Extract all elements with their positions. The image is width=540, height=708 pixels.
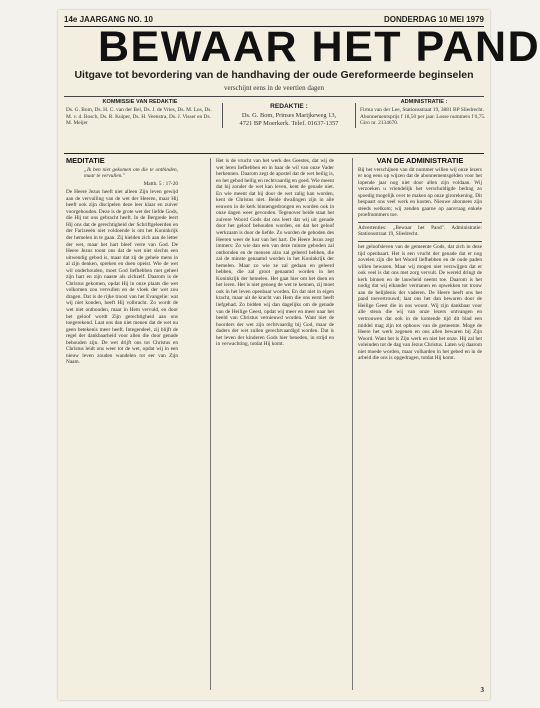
page-number: 3 (480, 686, 484, 694)
redaction-title: REDAKTIE : (270, 103, 308, 110)
administration-column (358, 158, 482, 694)
administration-text: Firma van der Lee, Stationsstraat 19, 3881 BP Sliedrecht. Abonnementsprijs f 18,50 per jaar. Losse nummers f 0,75. Giro nr. 2134670. (360, 106, 486, 127)
redaction-box (222, 103, 356, 128)
newspaper-page (58, 10, 540, 700)
redaction-address: Ds. G. Bom, Prinses Marijkeweg 13, (241, 112, 337, 119)
issue-date: DONDERDAG 10 MEI 1979 (383, 15, 484, 24)
meditation-quote: „Ik ben niet gekomen om die te ontbinden, maar te vervullen." (84, 166, 178, 180)
meditation-reference: Matth. 5 : 17-20 (143, 180, 178, 187)
masthead-title: BEWAAR HET PAND (98, 23, 540, 71)
meditation-heading: MEDITATIE (66, 156, 105, 165)
administration-notice: Bij het verschijnen van dit nummer willen wij onze lezers er nog eens op wijzen dat de abonnementsgelden voor het lopende jaar nog niet door allen zijn voldaan. Wij verzoeken u vriendelijk het verschuldigde bedrag zo spoedig mogelijk over te maken op onze girorekening. Dit bespaart ons veel werk en kosten. Nieuwe abonnees zijn steeds welkom; wij zenden gaarne op aanvraag enkele proefnummers toe. (358, 166, 482, 219)
issue-number: 14e JAARGANG NO. 10 (64, 15, 153, 24)
section-divider (358, 241, 482, 242)
administration-box (360, 99, 488, 127)
administration-heading: VAN DE ADMINISTRATIE (376, 156, 464, 165)
info-bar (64, 96, 484, 154)
meditation-body: De Heere Jezus heeft niet alleen Zijn leven gewijd aan de vervulling van de wet der Heeren, maar Hij heeft ook zijn discipelen deze leer klaar en zuiver voorgehouden. Deze is de grote wet der liefde Gods, die Hij tot ons gebracht heeft. In de Bergrede leert Hij ons dat de gerechtigheid der Schriftgeleerden en der Farizeeën niet voldoende is om het Koninkrijk der hemelen in te gaan. Zij hielden zich aan de letter der wet, maar het hart bleef verre van God. De Heere Jezus toont ons dat de wet niet slechts een uitwendig gebod is, maar dat zij de gehele mens in al zijn denken, spreken en doen opeist. Wie de wet wil onderhouden, moet God liefhebben met geheel zijn hart en zijn naaste als zichzelf. Daarom is de Christus gekomen, opdat Hij in onze plaats die wet volkomen zou vervullen en de vloek der wet zou dragen. Dat is de rijke troost van het Evangelie: wat wij niet konden, heeft Hij volbracht. Zo wordt de wet niet ontbonden, maar in Hem vervuld, en door het geloof wordt Zijn gerechtigheid aan ons toegerekend. Laat ons dan niet menen dat de wet nu geen betekenis meer heeft. Integendeel, zij blijft de regel der dankbaarheid voor allen die door genade behouden zijn. De wet drijft ons tot Christus en Christus leidt ons weer tot de wet, opdat wij in een nieuw leven zouden wandelen tot eer van Zijn Naam. (66, 189, 178, 366)
column-divider (210, 158, 211, 690)
commission-title: KOMMISSIE VAN REDAKTIE (102, 99, 178, 105)
commission-text: Ds. G. Bom, Ds. H. C. van der Bel, Ds. J. de Vries, Ds. M. Los, Ds. M. v. d. Bosch, Ds. R. Kuiper, Ds. H. Veenstra, Ds. J. Visser en Ds. M. Meijer (66, 106, 212, 127)
article-continuation: het geloofsleven van de gemeente Gods, dat zich in deze tijd openbaart. Het is een vrucht der genade dat er nog zovelen zijn die het Woord liefhebben en de oude paden willen bewaren. Maar wij mogen niet verzwijgen dat er ook veel is dat ons met zorg vervult. De wereld dringt de kerk binnen en de lauwheid neemt toe. Daarom is het nodig dat wij elkander vermanen en opwekken tot trouw aan de belijdenis der vaderen. De Heere heeft ons het pand toevertrouwd; laat ons het dan bewaren door de Heilige Geest die in ons woont. Wij zijn dankbaar voor alle steun die wij van onze lezers ontvangen en vertrouwen dat ook in de komende tijd dit blad een middel mag zijn tot opbouw van de gemeente. Moge de Heere het werk zegenen en ons allen bewaren bij Zijn Woord. Want het is Zijn werk en niet het onze. Hij zal het voleinden tot de dag van Jezus Christus. Laten wij daarom niet moede worden, maar volharden in het gebed en in de arbeid die ons is opgedragen, totdat Hij komt. (358, 244, 482, 362)
commission-box (66, 99, 214, 127)
article-body: Het is de vrucht van het werk des Geestes, dat wij de wet leren liefhebben en in haar de wil van onze Vader herkennen. Daarom zegt de apostel dat de wet heilig is, en het gebod heilig en rechtvaardig en goed. Wie meent dat hij zonder de wet kan leven, kent de genade niet. En wie meent dat hij door de wet zalig kan worden, kent de Christus niet. Beide dwalingen zijn in alle eeuwen in de kerk binnengedrongen en worden ook in onze dagen weer gevonden. Tegenover beide staat het zuivere Woord Gods dat ons leert dat wij uit genade door het geloof behouden worden, en dat het geloof werkzaam is door de liefde. Zo worden de geboden des Heeren weer de lust van het hart. De Heere Jezus zegt immers: Zo wie dan een van deze minste geboden zal ontbonden en de mensen alzo zal geleerd hebben, die zal de minste genaamd worden in het Koninkrijk der hemelen. Maar zo wie ze zal gedaan en geleerd hebben, die zal groot genaamd worden in het Koninkrijk der hemelen. Het gaat hier om het doen en het leren. Het is niet genoeg de wet te kennen, zij moet ook in het leven openbaar worden. En dat niet in eigen kracht, maar uit de kracht van Hem die ons eerst heeft liefgehad. Zo bidden wij dan dagelijks om de genade van de Heilige Geest, opdat wij meer en meer naar het beeld van Christus vernieuwd worden. Want niet de hoorders der wet zijn rechtvaardig bij God, maar de daders der wet zullen gerechtvaardigd worden. Dat is het leven der kinderen Gods hier beneden, in strijd en in verwachting, totdat Hij komt. (216, 158, 334, 348)
administration-title: ADMINISTRATIE : (400, 99, 448, 105)
article-column-2 (216, 158, 334, 694)
section-divider (358, 222, 482, 223)
advertisement-notice: Advertenties: „Bewaar het Pand". Administratie: Stationsstraat 19, Sliedrecht. (358, 224, 482, 238)
publication-frequency: verschijnt eens in de veertien dagen (223, 84, 325, 92)
redaction-phone: 4721 BP Moerkerk. Telef. 01637-1357 (239, 120, 339, 127)
meditation-column (66, 158, 178, 694)
column-divider (352, 158, 353, 690)
masthead-subtitle: Uitgave tot bevordering van de handhaving der oude Gereformeerde beginselen (74, 69, 474, 81)
